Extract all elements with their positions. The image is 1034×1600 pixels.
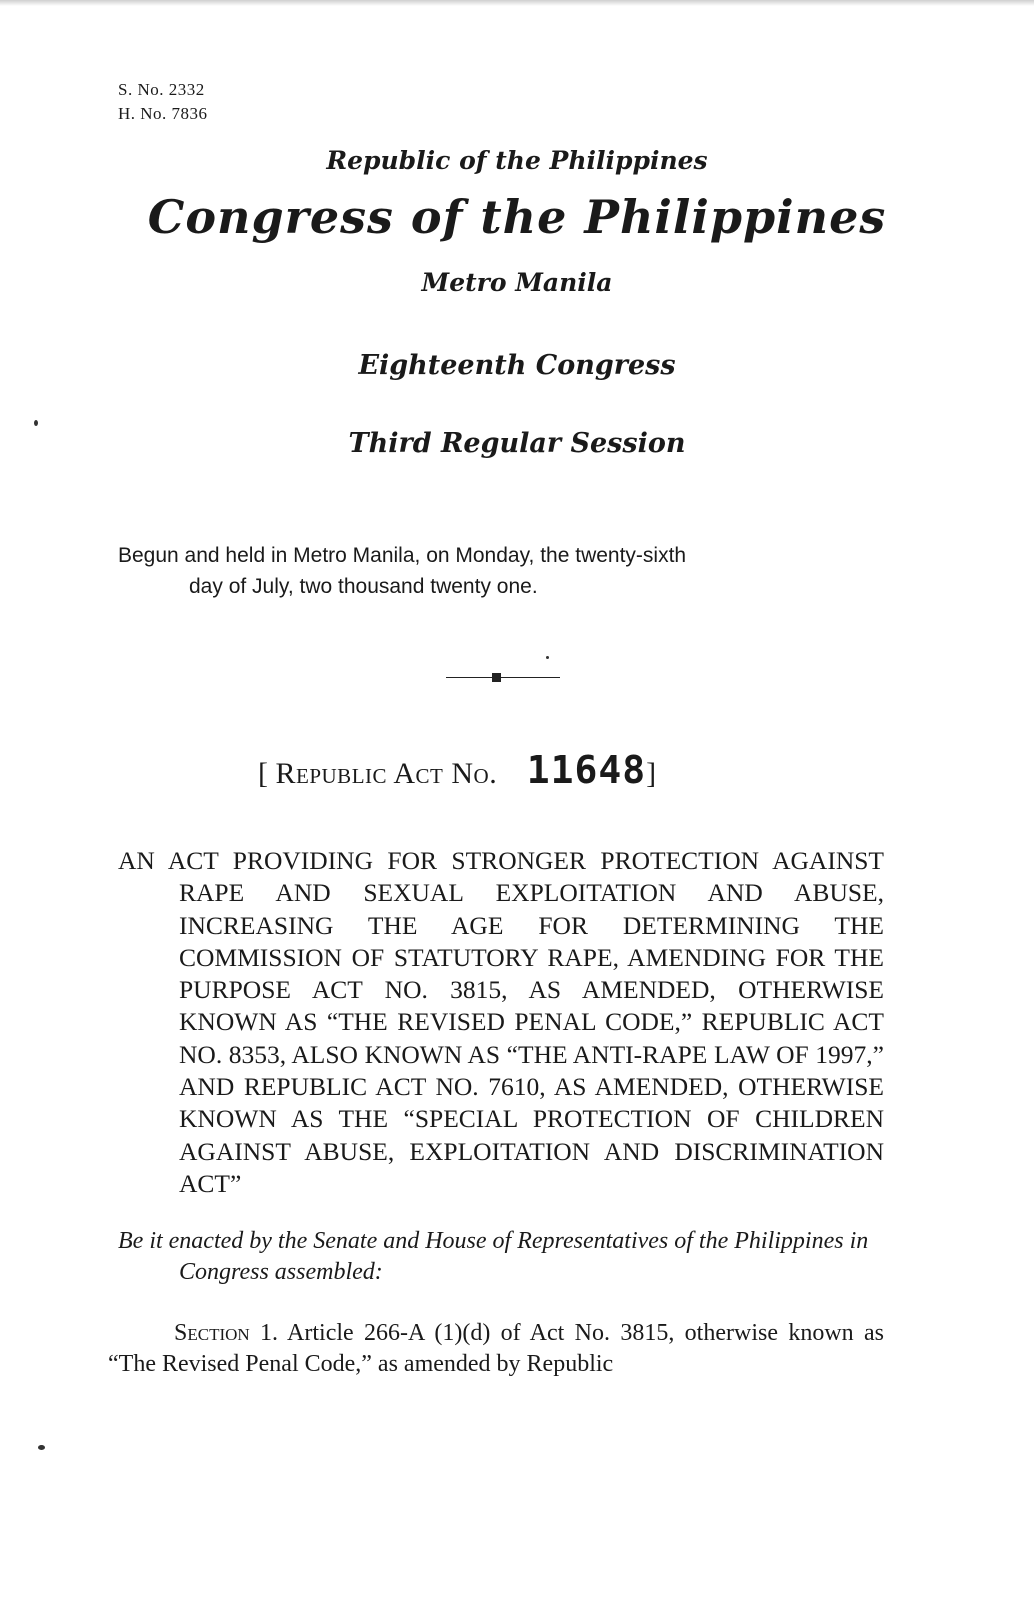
section-1-text: Article 266-A (1)(d) of Act No. 3815, otherwise known as “The Revised Penal Code,” as amended by Republic	[108, 1320, 884, 1377]
republic-line: Republic of the Philippines	[326, 146, 708, 175]
begun-line-1: Begun and held in Metro Manila, on Monday, the twenty-sixth	[118, 544, 687, 567]
scan-edge	[0, 0, 1034, 6]
bill-numbers	[118, 78, 208, 126]
republic-act-number	[258, 748, 656, 792]
bracket-open: [	[258, 757, 268, 790]
separator-line	[446, 677, 560, 678]
session-line: Third Regular Session	[348, 428, 686, 459]
bracket-close: ]	[646, 757, 657, 790]
scan-speck	[546, 656, 549, 659]
section-1-label: Section 1.	[174, 1320, 279, 1346]
scan-speck	[38, 1445, 45, 1450]
senate-bill-number: S. No. 2332	[118, 80, 205, 99]
begun-statement	[118, 540, 908, 602]
congress-number: Eighteenth Congress	[358, 350, 676, 381]
scan-speck	[34, 420, 38, 426]
separator-ornament	[492, 673, 501, 682]
congress-title: Congress of the Philippines	[147, 190, 887, 244]
begun-line-2: day of July, two thousand twenty one.	[189, 575, 538, 598]
location-line: Metro Manila	[421, 268, 613, 297]
act-title: AN ACT PROVIDING FOR STRONGER PROTECTION AGAINST RAPE AND SEXUAL EXPLOITATION AND ABUSE, INCREASING THE AGE FOR DETERMINING THE COMMISSION OF STATUTORY RAPE, AMENDING FOR THE PURPOSE ACT NO. 3815, AS AMENDED, OTHERWISE KNOWN AS “THE REVISED PENAL CODE,” REPUBLIC ACT NO. 8353, ALSO KNOWN AS “THE ANTI-RAPE LAW OF 1997,” AND REPUBLIC ACT NO. 7610, AS AMENDED, OTHERWISE KNOWN AS THE “SPECIAL PROTECTION OF CHILDREN AGAINST ABUSE, EXPLOITATION AND DISCRIMINATION ACT”	[118, 846, 884, 1198]
house-bill-number: H. No. 7836	[118, 104, 208, 123]
republic-act-label: Republic Act No.	[275, 757, 498, 790]
act-number-stamp: 11648	[526, 748, 647, 792]
enacting-clause: Be it enacted by the Senate and House of Representatives of the Philippines in Congress assembled:	[118, 1228, 869, 1285]
section-1	[108, 1318, 884, 1380]
